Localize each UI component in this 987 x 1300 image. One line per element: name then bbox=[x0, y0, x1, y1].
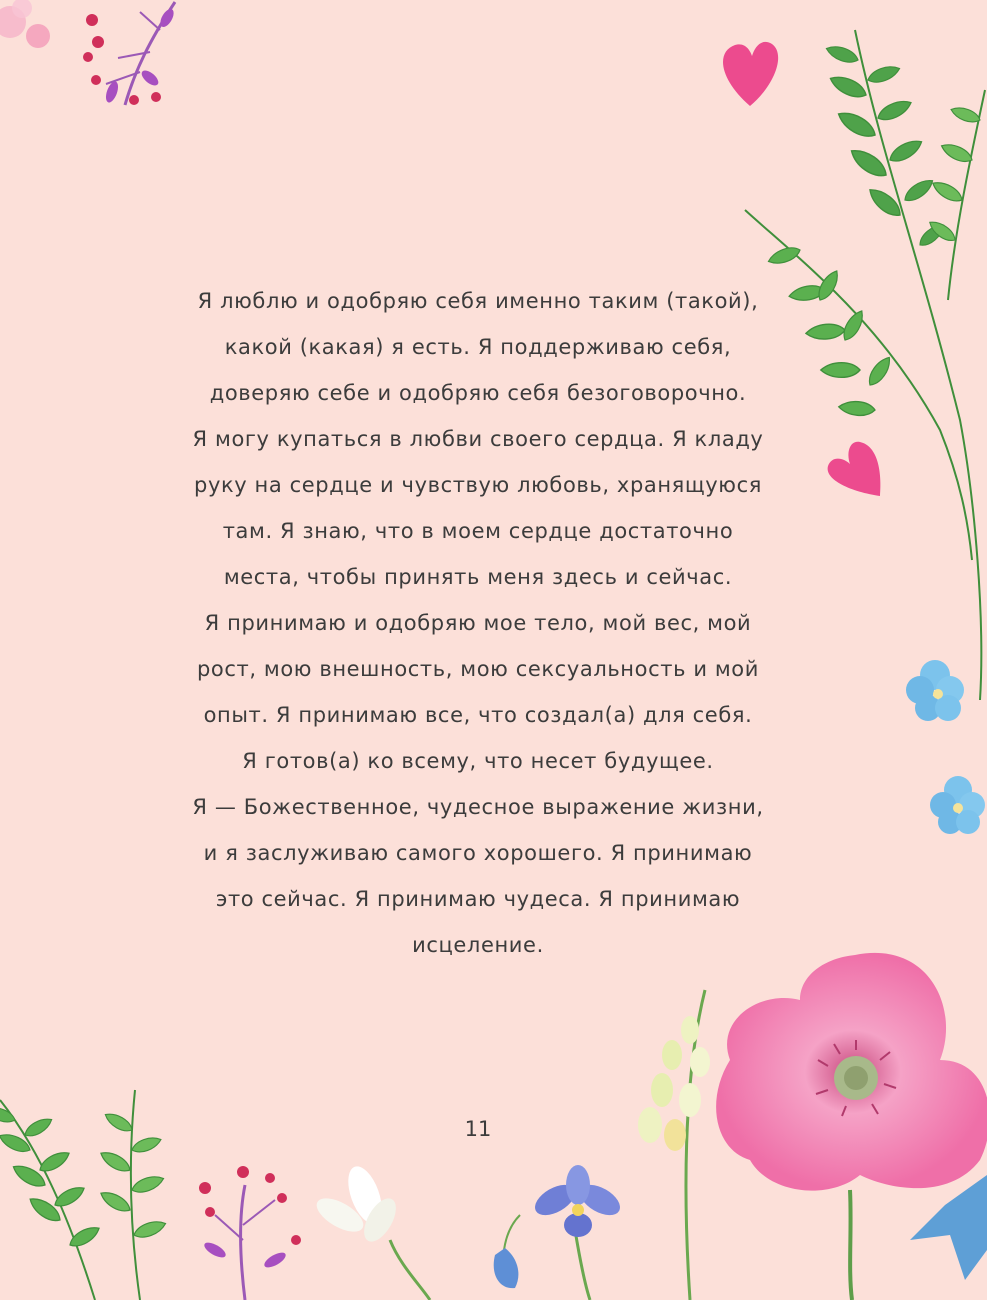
berry-sprig-icon bbox=[83, 2, 176, 105]
pink-poppy-icon bbox=[716, 953, 987, 1300]
affirmation-line: это сейчас. Я принимаю чудеса. Я принимаю bbox=[215, 887, 741, 911]
flower-spike-icon bbox=[638, 990, 710, 1300]
page-number: 11 bbox=[464, 1117, 492, 1141]
bluebell-icon bbox=[494, 1215, 520, 1288]
affirmation-text bbox=[130, 278, 826, 968]
forget-me-not-icon bbox=[930, 776, 985, 834]
corner-flower-icon bbox=[0, 0, 50, 48]
blue-flower-icon bbox=[530, 1165, 625, 1300]
affirmation-line: Я принимаю и одобряю мое тело, мой вес, мой bbox=[204, 611, 752, 635]
affirmation-line: и я заслуживаю самого хорошего. Я принимаю bbox=[203, 841, 753, 865]
affirmation-line: Я могу купаться в любви своего сердца. Я кладу bbox=[192, 427, 764, 451]
pink-heart-icon bbox=[723, 42, 778, 106]
berry-sprig-icon bbox=[199, 1166, 301, 1300]
white-flower-icon bbox=[311, 1162, 430, 1300]
affirmation-line: исцеление. bbox=[412, 933, 544, 957]
affirmation-line: места, чтобы принять меня здесь и сейчас. bbox=[223, 565, 733, 589]
leaf-branch-icon bbox=[98, 1090, 168, 1300]
leaf-branch-icon bbox=[926, 90, 985, 300]
affirmation-line: опыт. Я принимаю все, что создал(а) для себя. bbox=[203, 703, 753, 727]
affirmation-line: какой (какая) я есть. Я поддерживаю себя, bbox=[224, 335, 732, 359]
affirmation-line: Я — Божественное, чудесное выражение жизни, bbox=[192, 795, 764, 819]
affirmation-line: доверяю себе и одобряю себя безоговорочно. bbox=[209, 381, 747, 405]
affirmation-line: Я люблю и одобряю себя именно таким (такой), bbox=[197, 289, 759, 313]
affirmation-line: руку на сердце и чувствую любовь, хранящуюся bbox=[194, 473, 762, 497]
bluebell-icon bbox=[910, 1175, 987, 1280]
affirmation-line: там. Я знаю, что в моем сердце достаточно bbox=[222, 519, 734, 543]
pink-heart-icon bbox=[828, 442, 881, 496]
leaf-branch-icon bbox=[0, 1100, 102, 1300]
affirmation-line: рост, мою внешность, мою сексуальность и мой bbox=[197, 657, 759, 681]
forget-me-not-icon bbox=[906, 660, 964, 721]
affirmation-line: Я готов(а) ко всему, что несет будущее. bbox=[242, 749, 714, 773]
